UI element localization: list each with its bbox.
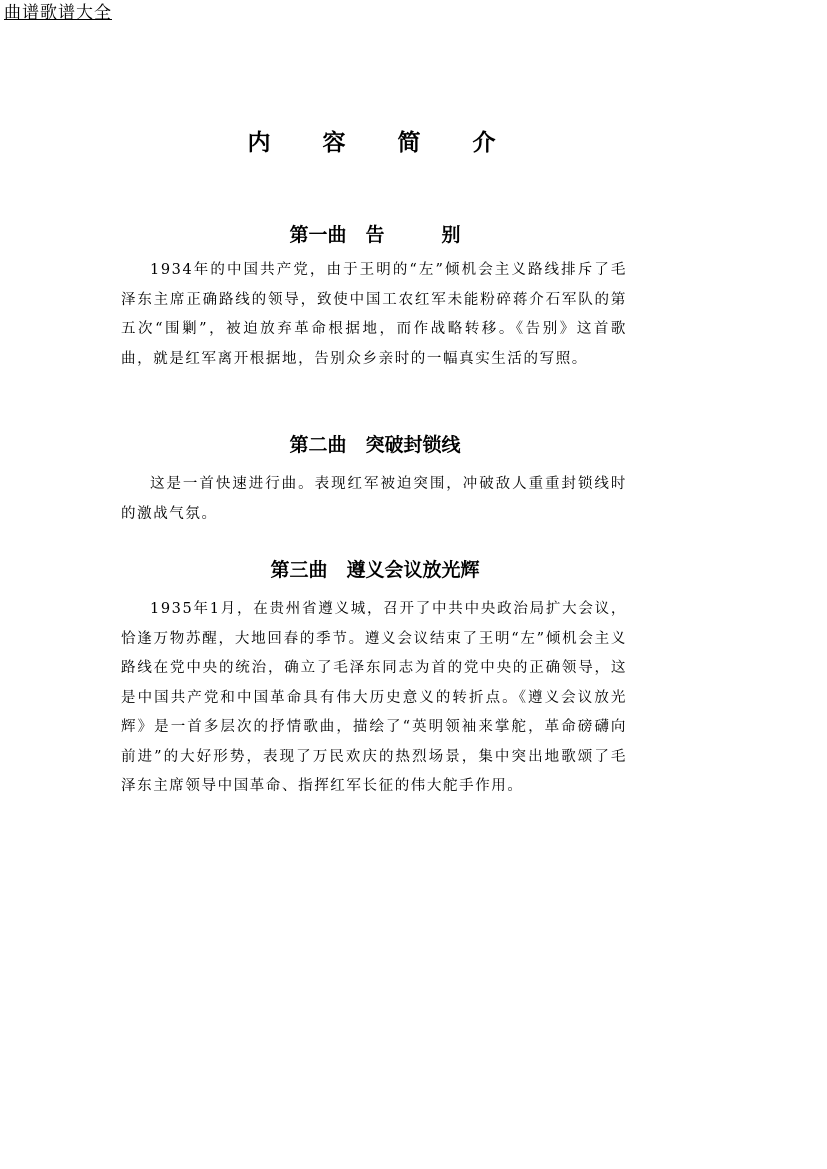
section-heading-2: 第二曲 突破封锁线 — [289, 434, 461, 456]
site-link[interactable]: 曲谱歌谱大全 — [4, 3, 112, 23]
section-heading-1: 第一曲 告 别 — [289, 224, 461, 246]
page-title: 内 容 简 介 — [247, 130, 518, 156]
section-heading-3: 第三曲 遵义会议放光辉 — [270, 559, 480, 581]
section-paragraph-3: 1935年1月，在贵州省遵义城，召开了中共中央政治局扩大会议，恰逢万物苏醒，大地回春的季节。遵义会议结束了王明“左”倾机会主义路线在党中央的统治，确立了毛泽东同志为首的党中央的正确领导，这是中国共产党和中国革命具有伟大历史意义的转折点。《遵义会议放光辉》是一首多层次的抒情歌曲，描绘了“英明领袖来掌舵，革命磅礴向前进”的大好形势，表现了万民欢庆的热烈场景，集中突出地歌颂了毛泽东主席领导中国革命、指挥红军长征的伟大舵手作用。 — [121, 601, 627, 794]
section-paragraph-2: 这是一首快速进行曲。表现红军被迫突围，冲破敌人重重封锁线时的激战气氛。 — [121, 476, 627, 522]
section-paragraph-1: 1934年的中国共产党，由于王明的“左”倾机会主义路线排斥了毛泽东主席正确路线的领导，致使中国工农红军未能粉碎蒋介石军队的第五次“围剿”，被迫放弃革命根据地，而作战略转移。《告别》这首歌曲，就是红军离开根据地，告别众乡亲时的一幅真实生活的写照。 — [121, 262, 627, 367]
